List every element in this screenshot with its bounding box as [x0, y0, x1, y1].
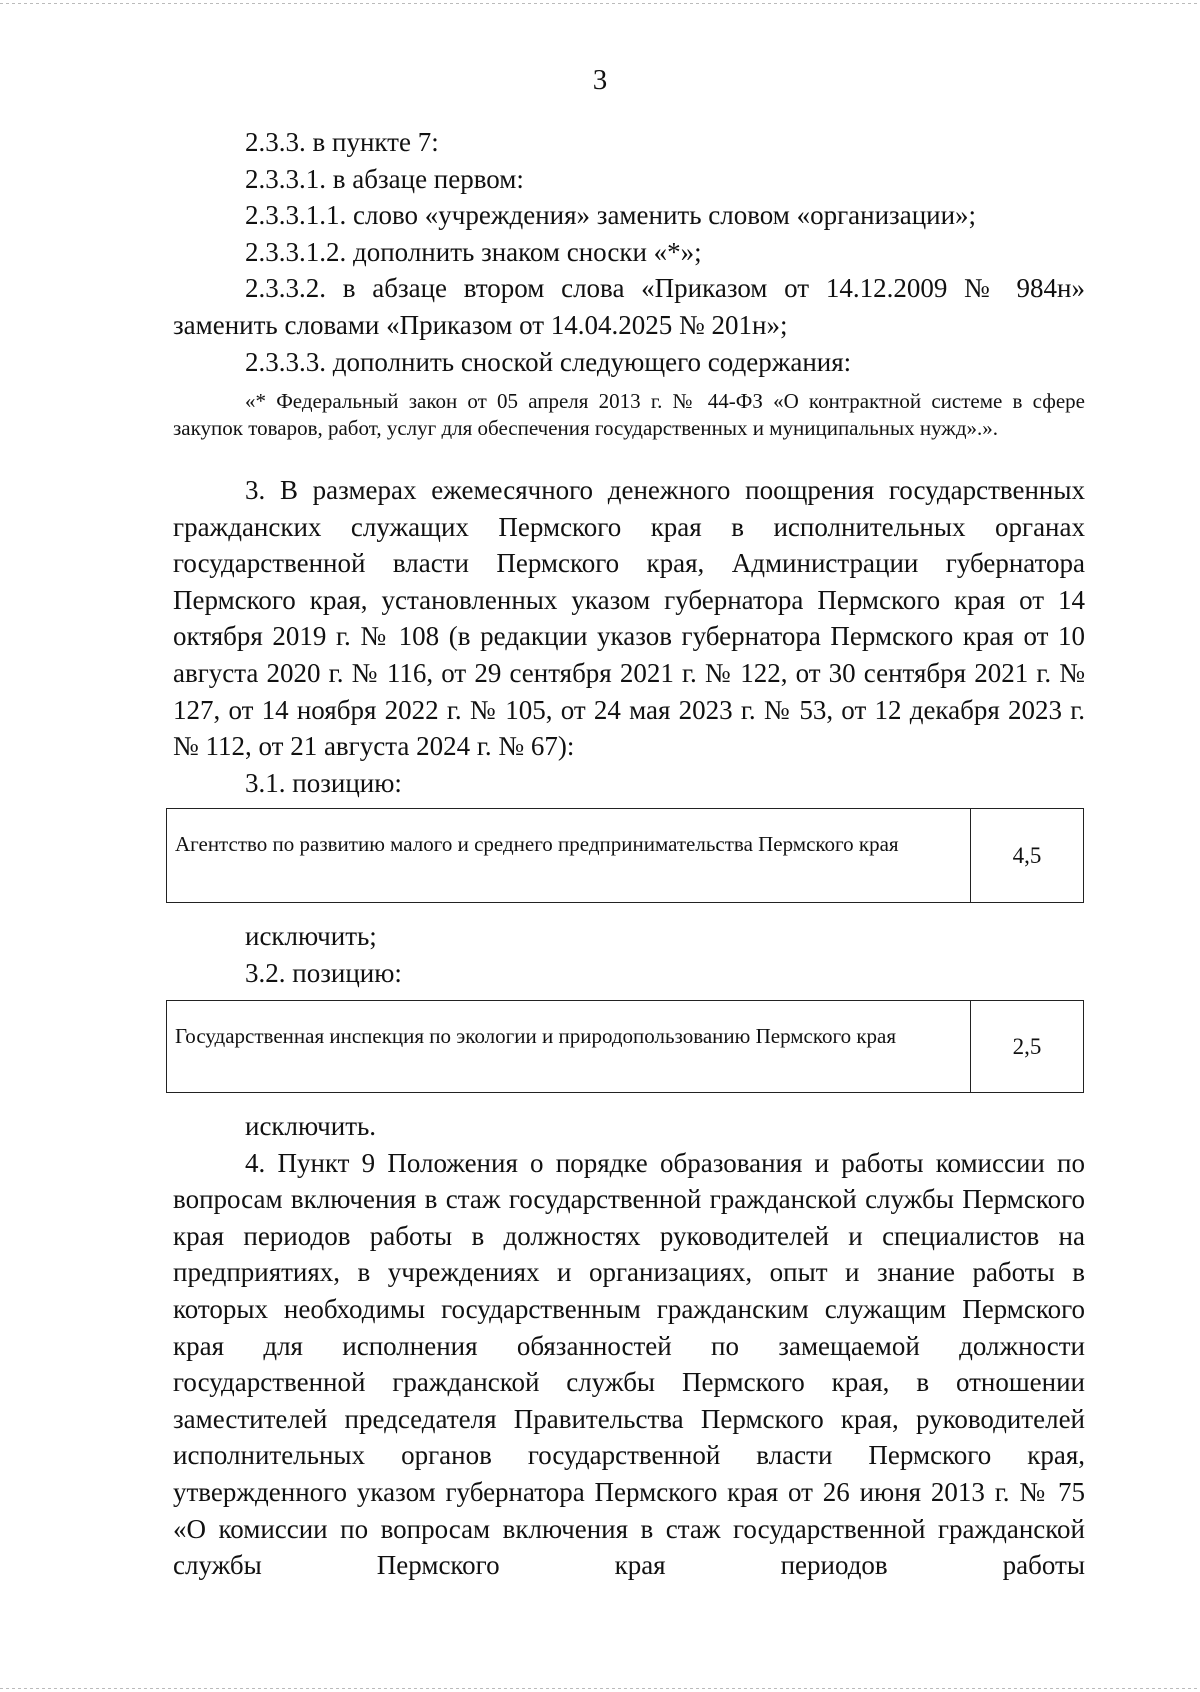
position-table-2	[166, 1000, 1084, 1093]
paragraph-2-3-3-3: 2.3.3.3. дополнить сноской следующего содержания:	[245, 346, 852, 377]
position-value-cell: 2,5	[1012, 1033, 1042, 1059]
exclude-block-1	[173, 918, 1085, 991]
paragraph-3: 3. В размерах ежемесячного денежного поощрения государственных гражданских служащих Пермского края в исполнительных органах государственной власти Пермского края, Администрации губернатора Пермского края, установленных указом губернатора Пермского края от 14 октября 2019 г. № 108 (в редакции указов губернатора Пермского края от 10 августа 2020 г. № 116, от 29 сентября 2021 г. № 122, от 30 сентября 2021 г. № 127, от 14 ноября 2022 г. № 105, от 24 мая 2023 г. № 53, от 12 декабря 2023 г. № 112, от 21 августа 2024 г. № 67):	[173, 475, 1085, 762]
paragraph-3-2: 3.2. позицию:	[245, 957, 402, 988]
paragraph-2-3-3-2: 2.3.3.2. в абзаце втором слова «Приказом от 14.12.2009 № 984н» заменить словами «Приказом от 14.04.2025 № 201н»;	[173, 273, 1085, 340]
exclude-text-2: исключить.	[245, 1111, 377, 1141]
item-4-block	[173, 1108, 1085, 1584]
scan-edge-top	[0, 3, 1200, 4]
paragraph-3-1: 3.1. позицию:	[245, 767, 402, 798]
paragraph-2-3-3-1-2: 2.3.3.1.2. дополнить знаком сноски «*»;	[245, 236, 702, 267]
position-value-cell: 4,5	[1012, 842, 1042, 868]
paragraph-2-3-3: 2.3.3. в пункте 7:	[245, 127, 439, 157]
paragraph-2-3-3-1-1: 2.3.3.1.1. слово «учреждения» заменить словом «организации»;	[245, 200, 977, 231]
position-table-1	[166, 808, 1084, 903]
footnote-text: «* Федеральный закон от 05 апреля 2013 г. № 44-ФЗ «О контрактной системе в сфере закупок товаров, работ, услуг для обеспечения государственных и муниципальных нужд».».	[173, 389, 1085, 440]
page-number: 3	[592, 64, 608, 96]
item-3-block	[173, 472, 1085, 801]
scan-edge-bottom	[0, 1688, 1200, 1689]
amendments-block-2-3-3	[173, 124, 1085, 380]
paragraph-2-3-3-1: 2.3.3.1. в абзаце первом:	[245, 163, 524, 194]
paragraph-4: 4. Пункт 9 Положения о порядке образования и работы комиссии по вопросам включения в стаж государственной гражданской службы Пермского края периодов работы в должностях руководителей и специалистов на предприятиях, в учреждениях и организациях, опыт и знание работы в которых необходимы государственным гражданским служащим Пермского края для исполнения обязанностей по замещаемой должности государственной гражданской службы Пермского края, в отношении заместителей председателя Правительства Пермского края, руководителей исполнительных органов государственной власти Пермского края, утвержденного указом губернатора Пермского края от 26 июня 2013 г. № 75 «О комиссии по вопросам включения в стаж государственной гражданской службы Пермского края периодов работы	[173, 1147, 1085, 1581]
position-name-cell: Государственная инспекция по экологии и природопользованию Пермского края	[167, 1001, 971, 1092]
position-name-cell: Агентство по развитию малого и среднего предпринимательства Пермского края	[167, 809, 971, 902]
exclude-text-1: исключить;	[245, 921, 377, 951]
footnote-block	[173, 388, 1085, 441]
